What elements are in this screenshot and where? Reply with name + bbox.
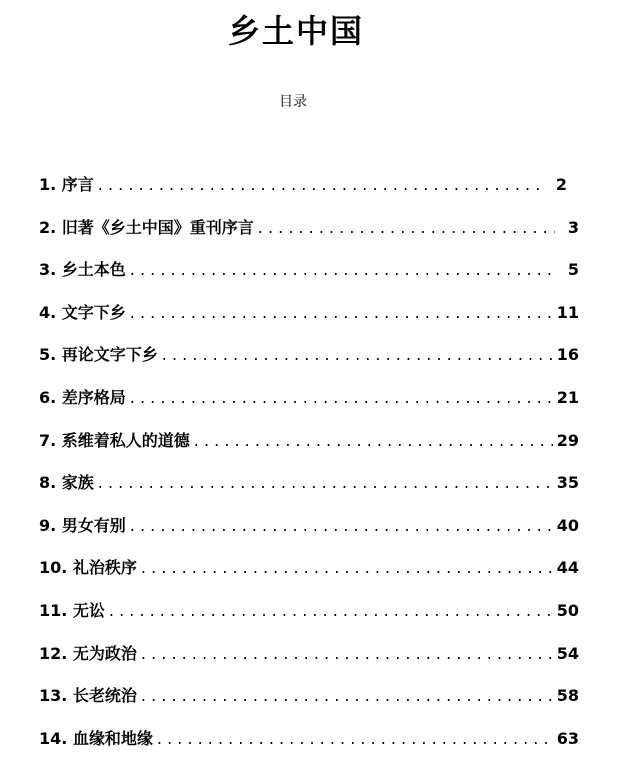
dot-leader [130,388,553,407]
table-of-contents [39,172,579,768]
toc-entry[interactable] [39,385,579,428]
dot-leader [98,473,553,492]
toc-entry-label: 13. 长老统治 [39,686,137,706]
dot-leader [130,303,553,322]
toc-entry-page: 50 [556,600,579,620]
toc-entry[interactable] [39,641,579,684]
toc-entry[interactable] [39,555,579,598]
dot-leader [194,431,553,450]
dot-leader [258,218,555,237]
toc-entry-page: 44 [556,558,579,578]
toc-heading: 目录 [279,94,307,110]
toc-entry-label: 1. 序言 [39,175,94,194]
toc-entry[interactable] [39,300,579,343]
toc-entry-label: 6. 差序格局 [39,387,126,407]
dot-leader [162,345,553,364]
toc-entry[interactable] [39,428,579,471]
toc-entry-page: 11 [556,302,579,322]
toc-entry-page: 58 [556,686,579,706]
toc-entry[interactable] [39,215,579,258]
toc-entry-label: 2. 旧著《乡土中国》重刊序言 [39,217,254,237]
toc-entry-label: 11. 无讼 [39,600,105,620]
toc-entry[interactable] [39,683,579,726]
toc-entry-label: 3. 乡土本色 [39,260,126,280]
toc-entry-page: 54 [556,643,579,663]
dot-leader [98,175,543,194]
toc-entry-page: 2 [555,175,567,194]
document-title: 乡土中国 [227,12,364,50]
toc-entry-label: 12. 无为政治 [39,643,137,663]
toc-entry[interactable] [39,257,579,300]
toc-entry-page: 16 [556,345,579,365]
toc-entry[interactable] [39,470,579,513]
toc-entry-label: 7. 系维着私人的道德 [39,430,190,450]
toc-entry-label: 9. 男女有别 [39,515,126,535]
dot-leader [109,601,553,620]
dot-leader [130,516,553,535]
toc-entry[interactable] [39,513,579,556]
dot-leader [141,644,553,663]
dot-leader [141,558,553,577]
dot-leader [130,260,555,279]
toc-entry-page: 40 [556,515,579,535]
toc-entry[interactable] [39,726,579,768]
toc-entry-label: 4. 文字下乡 [39,302,126,322]
toc-entry-page: 35 [556,473,579,493]
toc-entry-page: 21 [556,387,579,407]
dot-leader [141,686,553,705]
toc-entry-label: 14. 血缘和地缘 [39,728,153,748]
toc-entry-page: 29 [556,430,579,450]
toc-entry-page: 5 [567,260,579,280]
toc-entry-label: 5. 再论文字下乡 [39,345,158,365]
toc-entry-label: 10. 礼治秩序 [39,558,137,578]
toc-entry[interactable] [39,342,579,385]
toc-entry[interactable] [39,172,567,215]
toc-entry-page: 63 [556,728,579,748]
toc-entry-label: 8. 家族 [39,473,94,493]
toc-entry-page: 3 [567,217,579,237]
toc-entry[interactable] [39,598,579,641]
dot-leader [157,729,553,748]
